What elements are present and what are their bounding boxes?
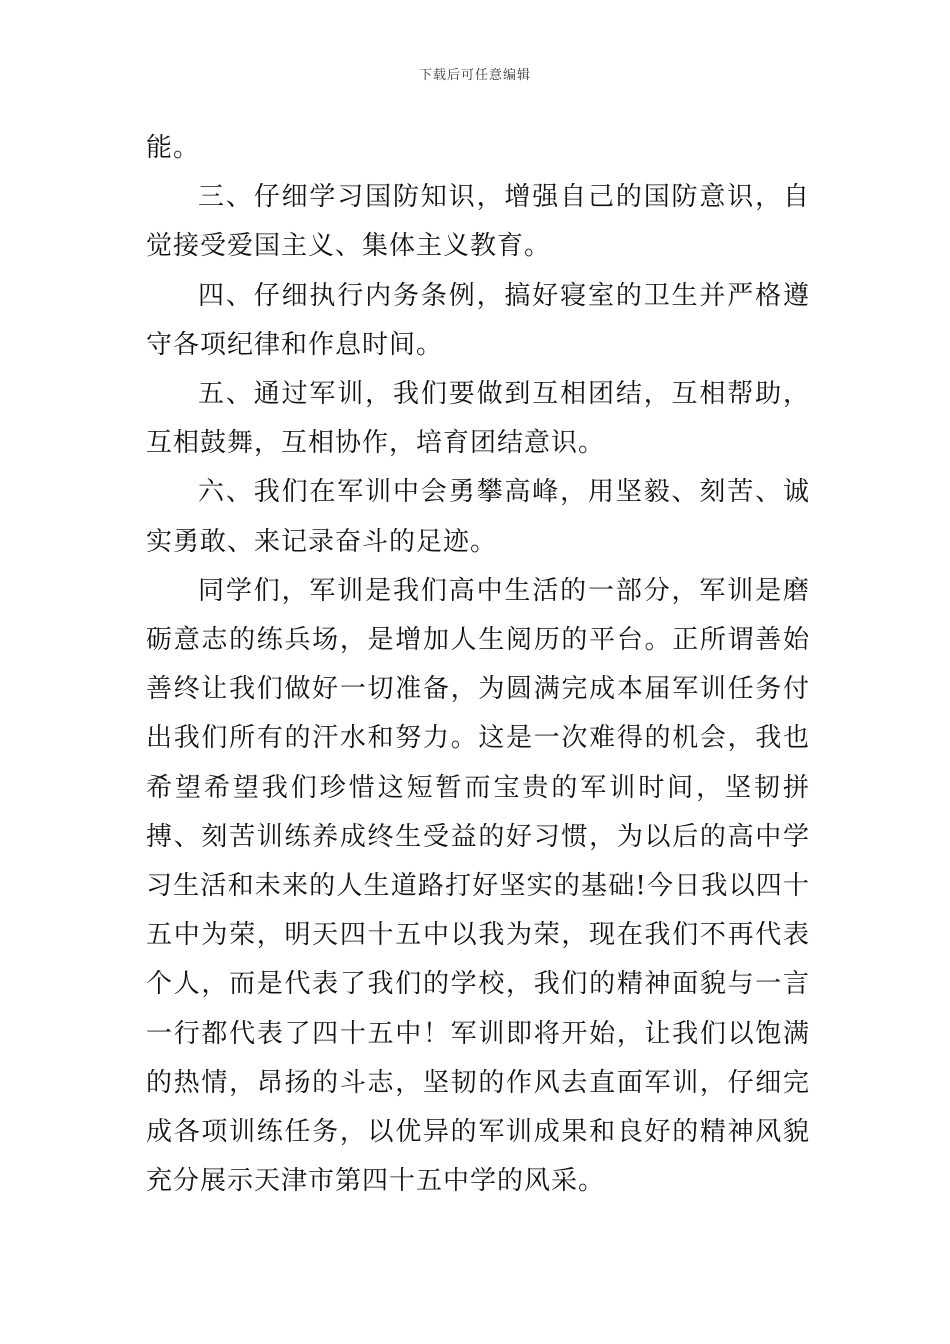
page-header: 下载后可任意编辑: [418, 68, 531, 83]
paragraph-item-three: 三、仔细学习国防知识，增强自己的国防意识，自觉接受爱国主义、集体主义教育。: [146, 182, 810, 262]
paragraph-continuation: 能。: [146, 133, 201, 163]
paragraph-item-four: 四、仔细执行内务条例，搞好寝室的卫生并严格遵守各项纪律和作息时间。: [146, 280, 810, 360]
document-body: [146, 124, 810, 1206]
paragraph-item-six: 六、我们在军训中会勇攀高峰，用坚毅、刻苦、诚实勇敢、来记录奋斗的足迹。: [146, 477, 810, 557]
paragraph-closing: 同学们，军训是我们高中生活的一部分，军训是磨砺意志的练兵场，是增加人生阅历的平台。正所谓善始善终让我们做好一切准备，为圆满完成本届军训任务付出我们所有的汗水和努力。这是一次难得的机会，我也希望希望我们珍惜这短暂而宝贵的军训时间，坚韧拼搏、刻苦训练养成终生受益的好习惯，为以后的高中学习生活和未来的人生道路打好坚实的基础!今日我以四十五中为荣，明天四十五中以我为荣，现在我们不再代表个人，而是代表了我们的学校，我们的精神面貌与一言一行都代表了四十五中！军训即将开始，让我们以饱满的热情，昂扬的斗志，坚韧的作风去直面军训，仔细完成各项训练任务，以优异的军训成果和良好的精神风貌充分展示天津市第四十五中学的风采。: [146, 575, 810, 1197]
paragraph-item-five: 五、通过军训，我们要做到互相团结，互相帮助，互相鼓舞，互相协作，培育团结意识。: [146, 379, 810, 459]
